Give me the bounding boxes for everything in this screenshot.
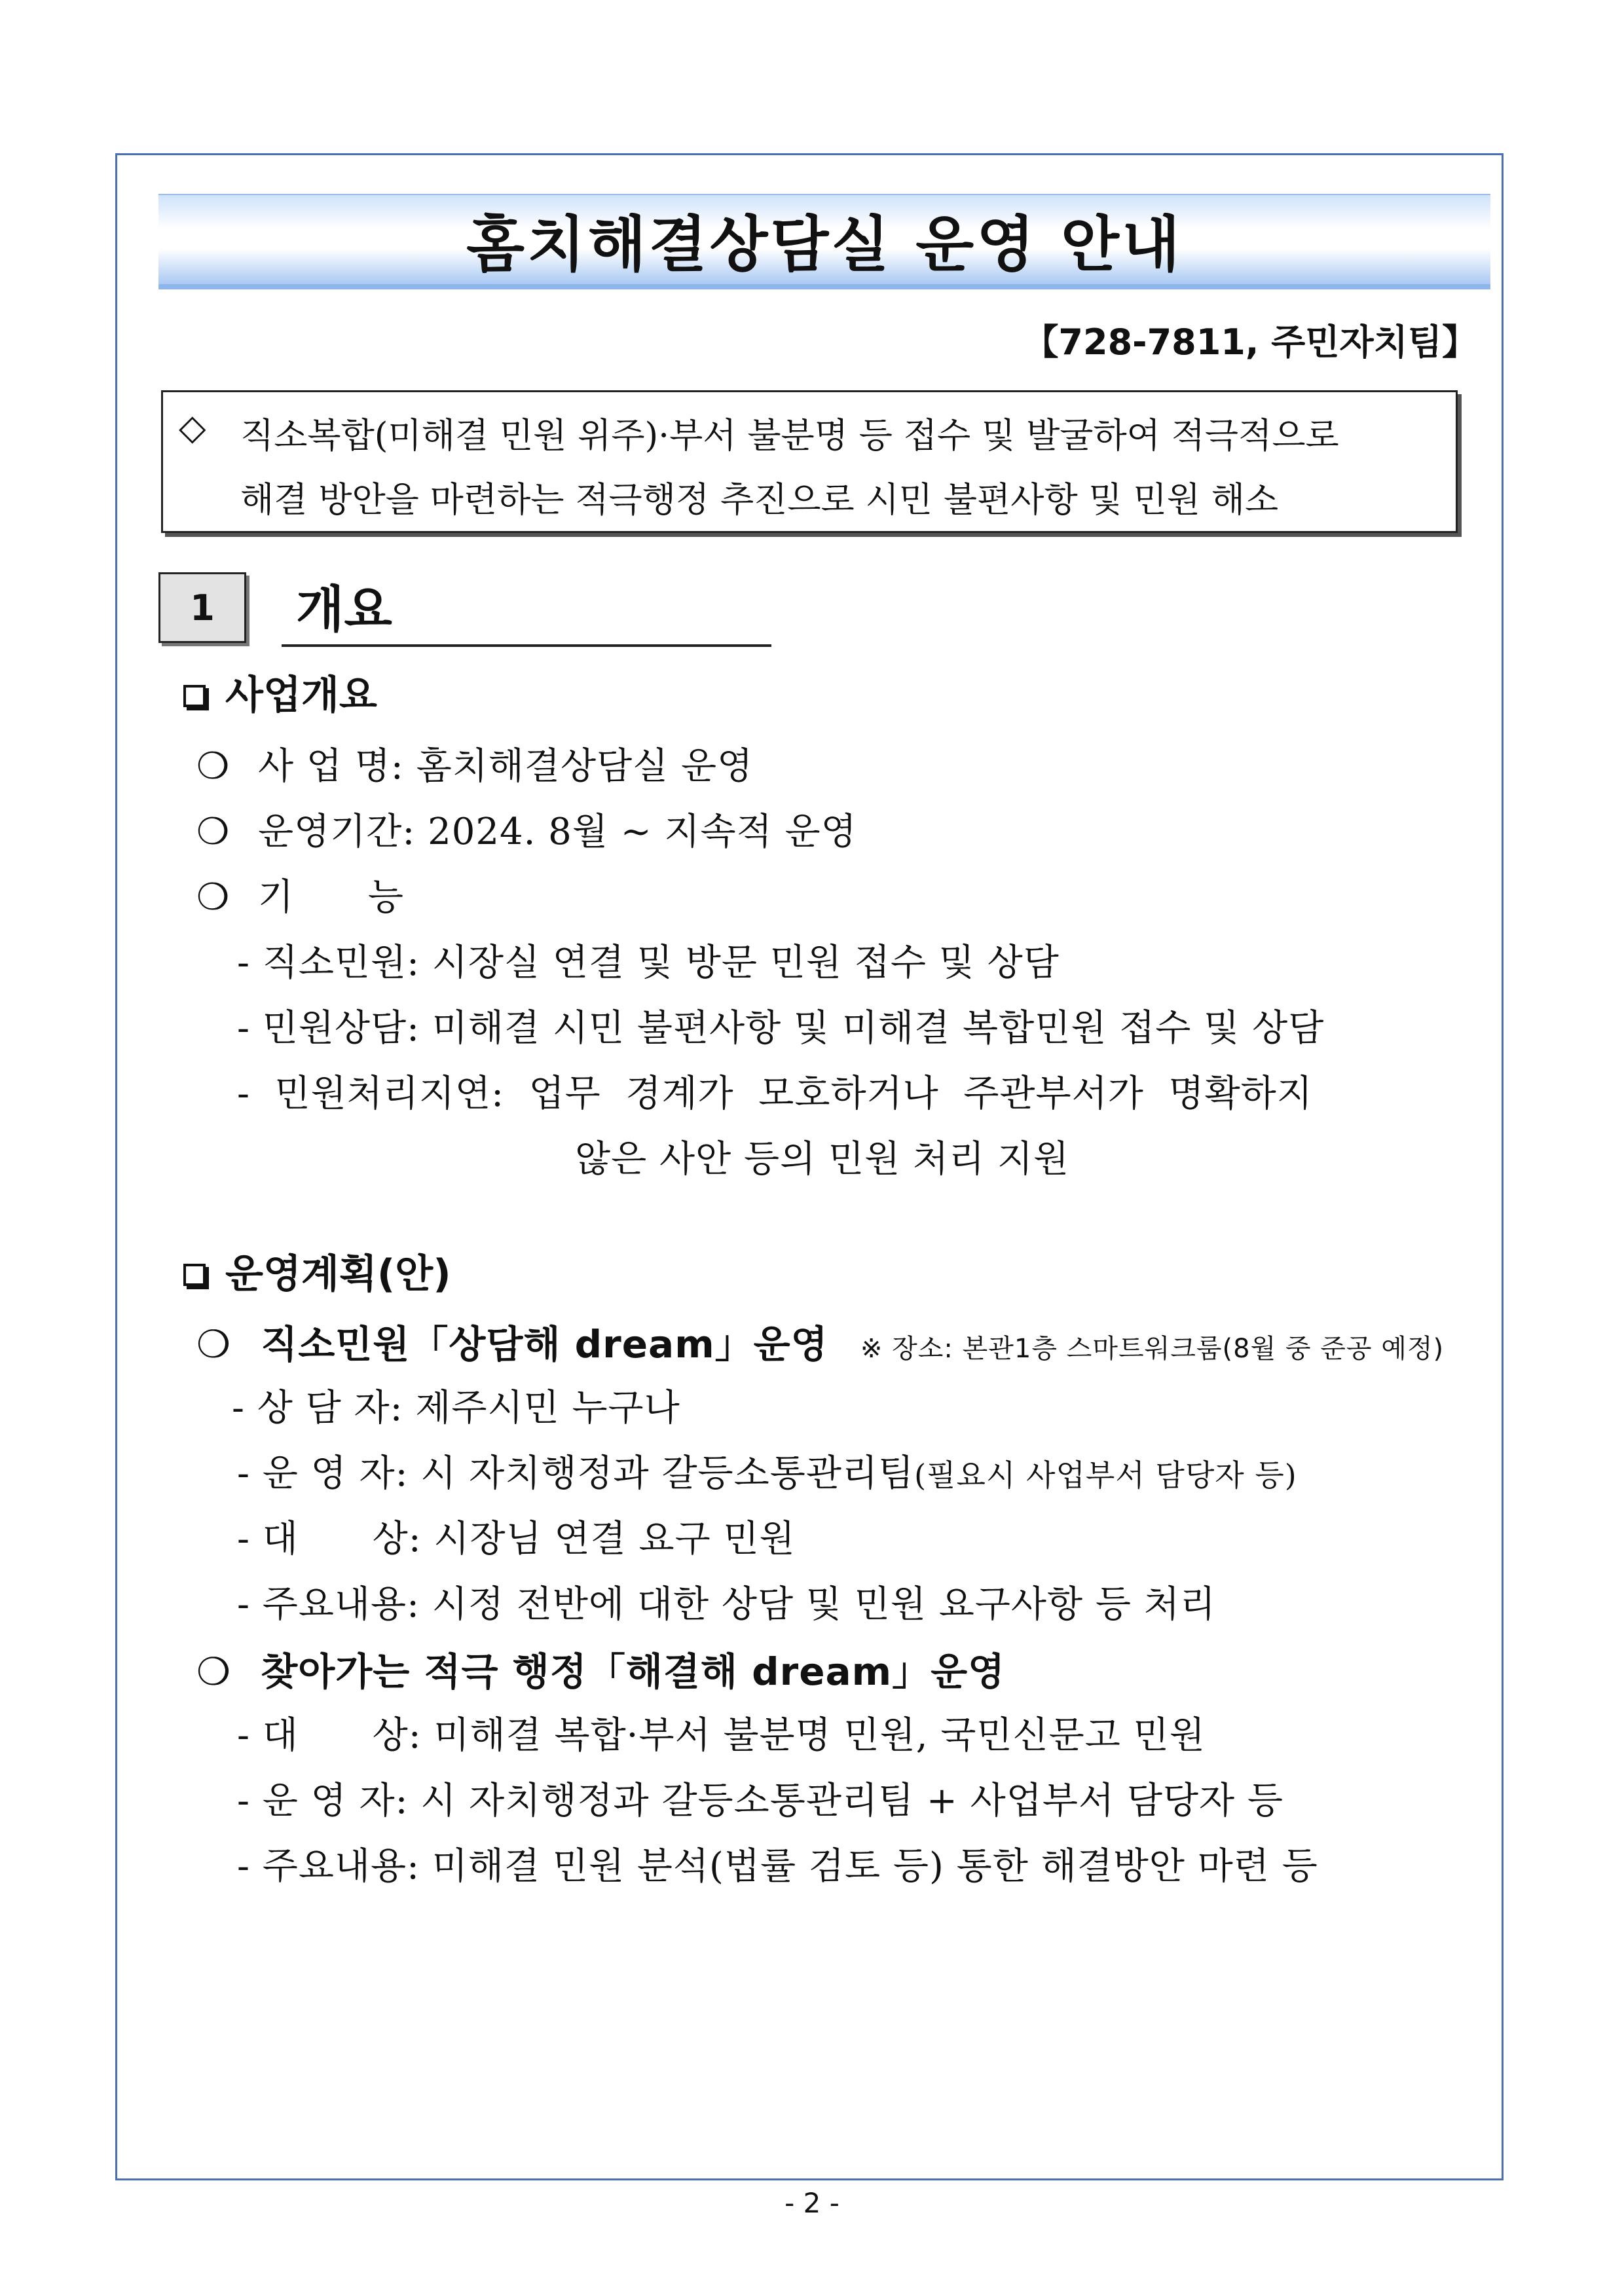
plan-item-1 [196, 1313, 1444, 1368]
section-number: 1 [158, 572, 246, 643]
summary-line-1: 직소복합(미해결 민원 위주)·부서 불분명 등 접수 및 발굴하여 적극적으로 [240, 416, 1339, 456]
plan-item-1-row-1: - 상 담 자: 제주시민 누구나 [232, 1387, 680, 1429]
diamond-bullet-icon: ◇ [179, 407, 206, 448]
function-row-2: - 민원상담: 미해결 시민 불편사항 및 미해결 복합민원 접수 및 상담 [237, 1007, 1325, 1050]
summary-box [161, 390, 1458, 533]
contact-info: 【728-7811, 주민자치팀】 [1023, 321, 1477, 363]
circle-bullet-icon: ❍ [196, 1649, 231, 1694]
square-bullet-icon [183, 685, 206, 707]
item-text: 기 능 [258, 876, 405, 919]
business-overview-heading [183, 664, 377, 720]
square-bullet-icon [183, 1264, 206, 1286]
function-row-3: - 민원처리지연: 업무 경계가 모호하거나 주관부서가 명확하지 [237, 1073, 1313, 1115]
heading-text: 사업개요 [225, 672, 377, 718]
function-row-3-continued: 않은 사안 등의 민원 처리 지원 [575, 1138, 1070, 1181]
plan-item-1-note: ※ 장소: 본관1층 스마트워크룸(8월 중 준공 예정) [860, 1334, 1445, 1364]
row-text: - 운 영 자: 시 자치행정과 갈등소통관리팀 [237, 1452, 915, 1495]
plan-item-1-row-3: - 대 상: 시장님 연결 요구 민원 [237, 1518, 796, 1560]
plan-item-2 [196, 1641, 1005, 1696]
plan-item-1-row-2 [237, 1444, 1297, 1497]
heading-text: 운영계획(안) [225, 1251, 451, 1297]
title-bar [158, 194, 1490, 289]
overview-item-period [196, 803, 857, 855]
overview-item-name [196, 737, 753, 790]
plan-item-2-row-3: - 주요내용: 미해결 민원 분석(법률 검토 등) 통한 해결방안 마련 등 [237, 1845, 1318, 1888]
plan-item-2-row-2: - 운 영 자: 시 자치행정과 갈등소통관리팀 + 사업부서 담당자 등 [237, 1780, 1284, 1822]
item-text: 운영기간: 2024. 8월 ~ 지속적 운영 [258, 811, 857, 853]
plan-heading [183, 1243, 451, 1299]
circle-bullet-icon: ❍ [196, 1322, 231, 1367]
circle-bullet-icon: ❍ [196, 876, 231, 919]
plan-item-1-title: 직소민원「상담해 dream」운영 [261, 1322, 828, 1367]
page-number: - 2 - [784, 2187, 840, 2219]
plan-item-2-row-1: - 대 상: 미해결 복합·부서 불분명 민원, 국민신문고 민원 [237, 1714, 1206, 1757]
item-text: 사 업 명: 홈치해결상담실 운영 [258, 745, 754, 788]
summary-line-2: 해결 방안을 마련하는 적극행정 추진으로 시민 불편사항 및 민원 해소 [240, 480, 1279, 520]
circle-bullet-icon: ❍ [196, 811, 231, 853]
plan-item-2-title: 찾아가는 적극 행정「해결해 dream」운영 [261, 1649, 1006, 1694]
section-title: 개요 [296, 580, 392, 638]
row-suffix: (필요시 사업부서 담당자 등) [914, 1458, 1297, 1493]
plan-item-1-row-4: - 주요내용: 시정 전반에 대한 상담 및 민원 요구사항 등 처리 [237, 1583, 1217, 1626]
function-row-1: - 직소민원: 시장실 연결 및 방문 민원 접수 및 상담 [237, 942, 1060, 984]
overview-item-function [196, 868, 404, 921]
document-title: 홈치해결상담실 운영 안내 [466, 210, 1183, 280]
section-underline [282, 644, 771, 647]
circle-bullet-icon: ❍ [196, 745, 231, 788]
